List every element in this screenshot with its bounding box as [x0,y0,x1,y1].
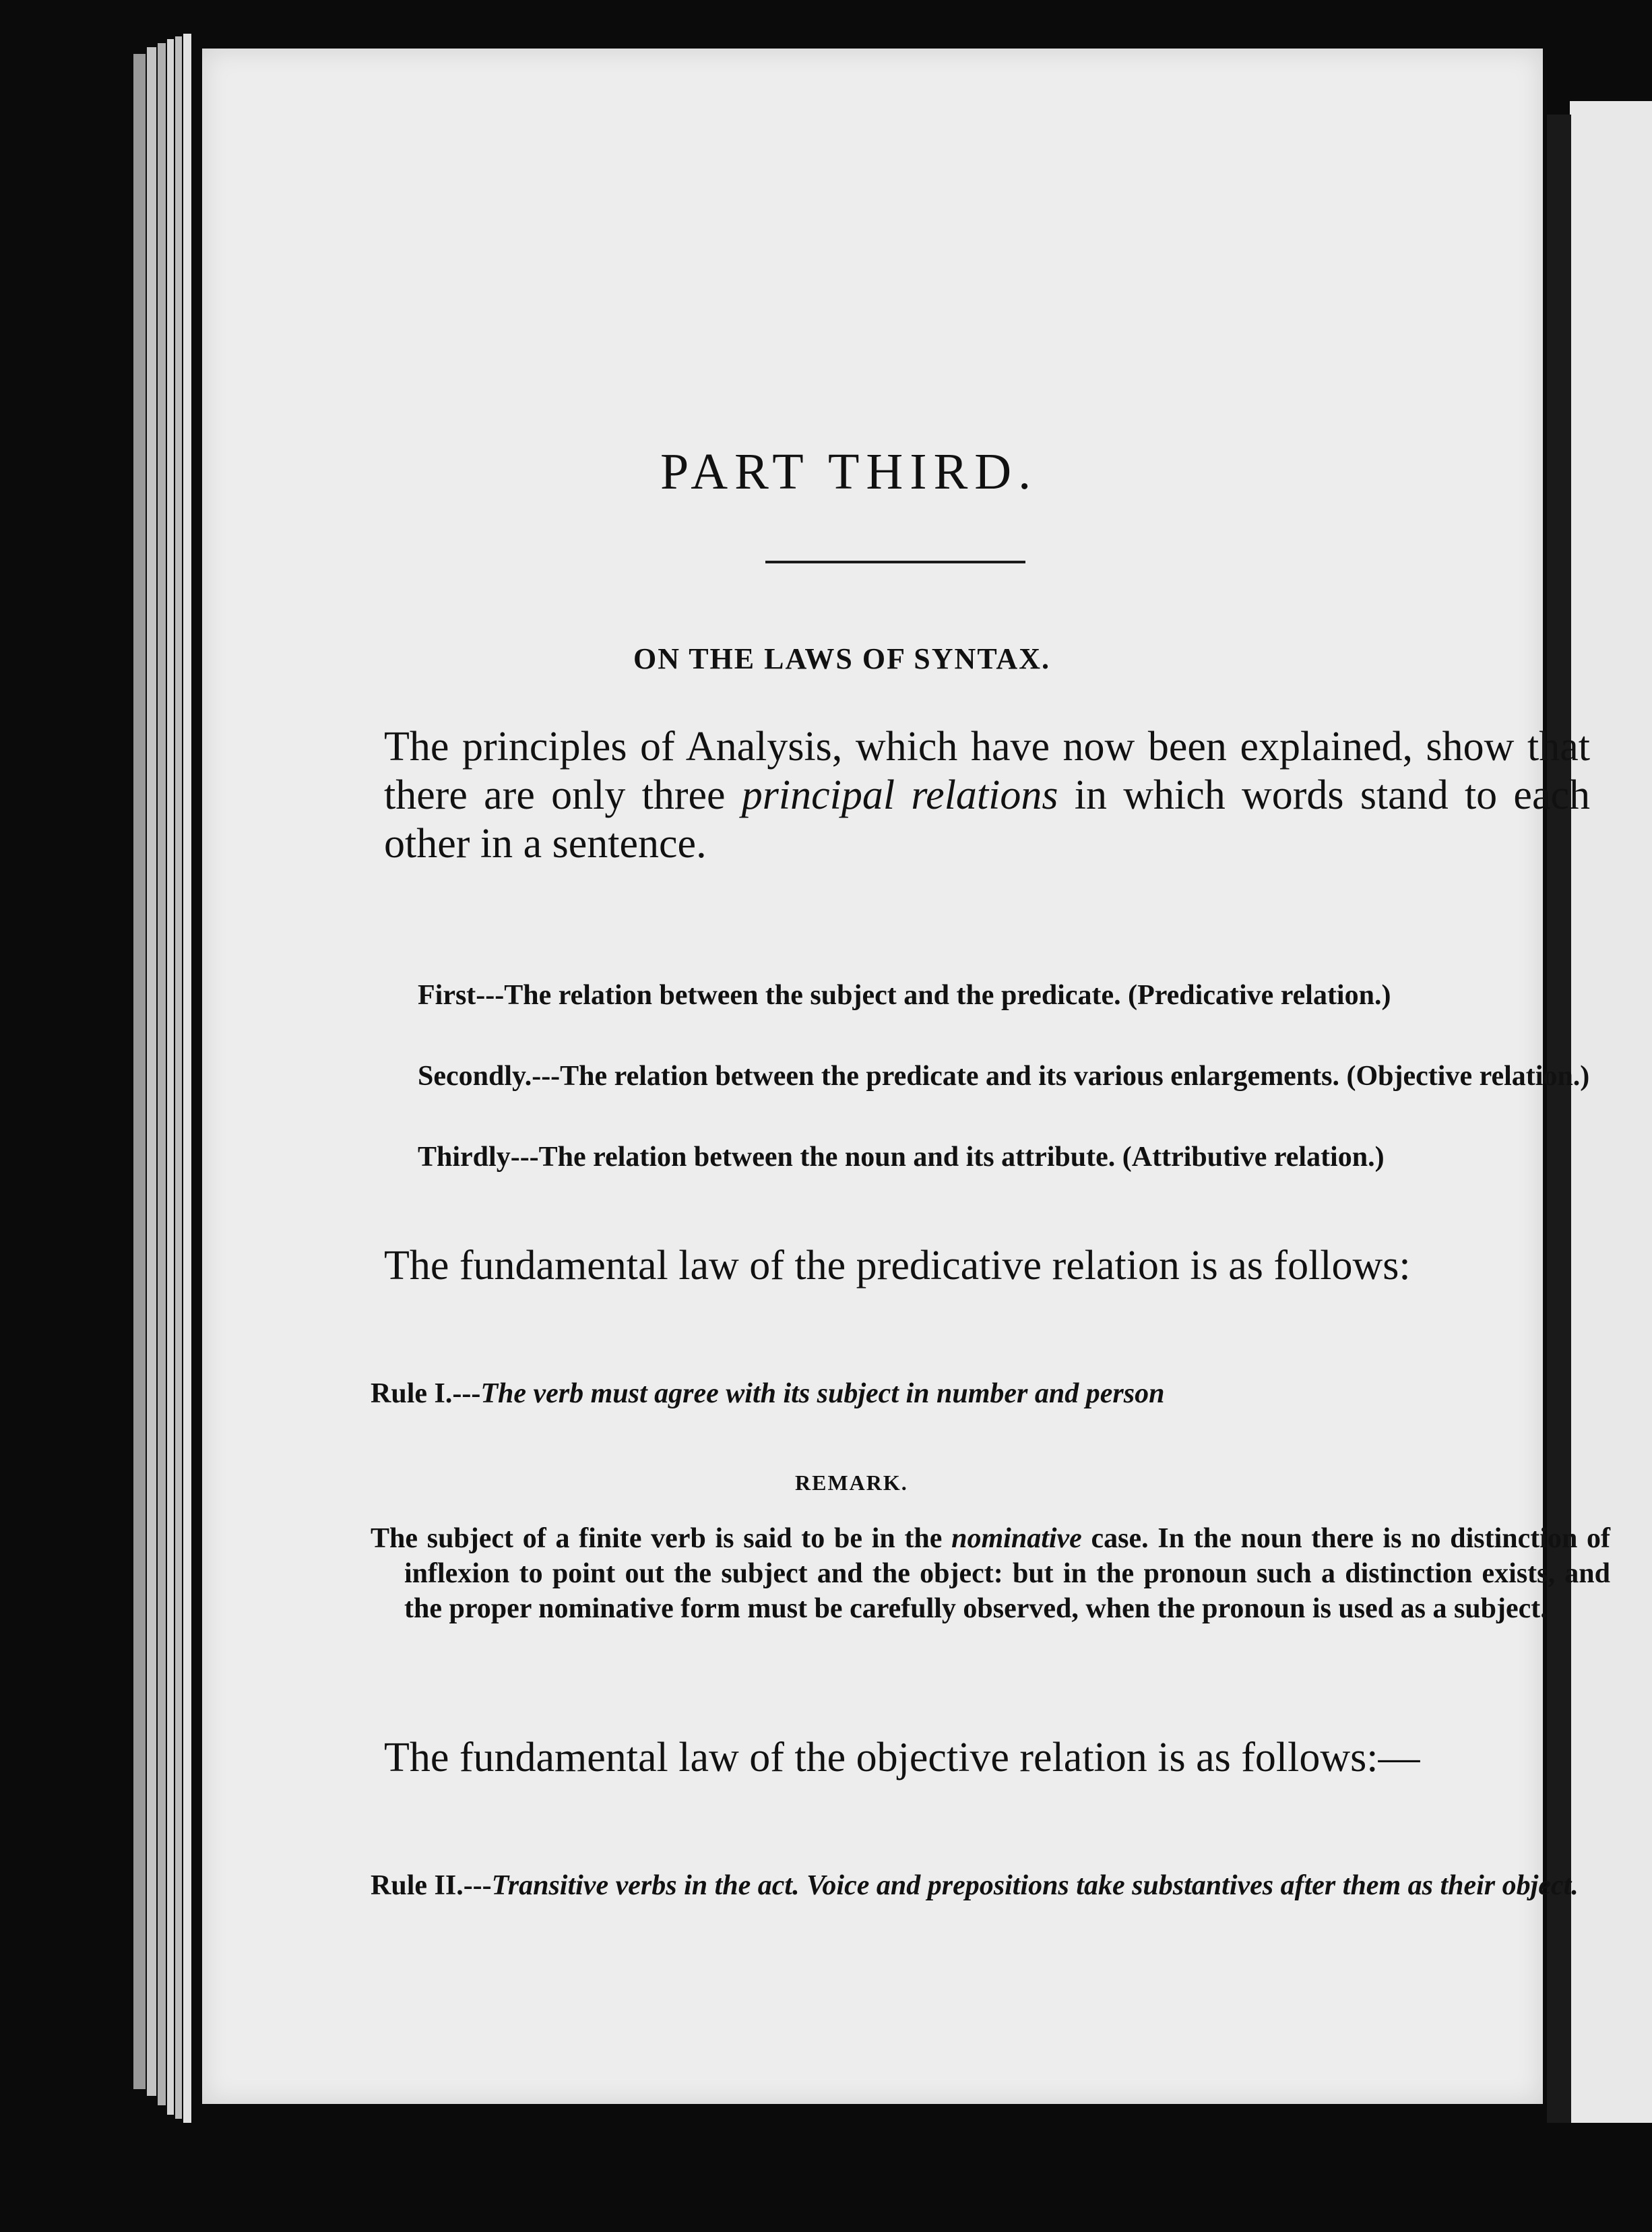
gutter-shadow [1547,115,1571,2123]
page-edge [175,36,182,2119]
part-title: PART THIRD. [660,443,1038,500]
page-edge [133,54,146,2089]
section-subtitle: ON THE LAWS OF SYNTAX. [633,642,1050,675]
intro-text-after: in which words stand to each other in a sentence. [384,772,1590,867]
book-page [202,49,1610,2104]
page-edge [158,43,166,2105]
rule-one-text: The verb must agree with its subject in number and person [480,1378,1165,1409]
page-edge [183,34,191,2123]
title-rule [765,561,1025,563]
rule-two [371,1868,1651,1903]
intro-text-before: The principles of Analysis, which have now been explained, show that there are only three [384,724,1590,818]
page-edge [167,39,174,2115]
rule-one-label: Rule I.--- [371,1378,481,1409]
relation-second: Secondly.---The relation between the predicate and its various enlargements. (Objective relation.) [418,1061,1590,1092]
relation-third: Thirdly---The relation between the noun and its attribute. (Attributive relation.) [418,1142,1385,1173]
objective-law-paragraph: The fundamental law of the objective relation is as follows:— [384,1735,1420,1780]
rule-two-text: Transitive verbs in the act. Voice and prepositions take substantives after them as their object. [491,1870,1579,1901]
relation-first: First---The relation between the subject and the predicate. (Predicative relation.) [418,980,1391,1011]
intro-emphasis: principal relations [741,772,1058,818]
page-edge [147,47,156,2096]
predicative-law-paragraph: The fundamental law of the predicative relation is as follows: [384,1243,1411,1289]
remark-emphasis: nominative [951,1523,1082,1554]
intro-paragraph [384,722,1590,868]
remark-text-before: The subject of a finite verb is said to be in the [371,1523,952,1554]
rule-one [371,1376,1597,1411]
rule-two-label: Rule II.--- [371,1870,492,1901]
remark-text-after: case. In the noun there is no distinction of inflexion to point out the subject and the object: but in the pronoun such a distinction exists, and the proper nominative form must be carefully observed, when the pronoun is used as a subject. [404,1523,1610,1624]
facing-page [1570,101,1652,2123]
remark-heading: REMARK. [795,1470,908,1495]
remark-paragraph [371,1521,1610,1626]
